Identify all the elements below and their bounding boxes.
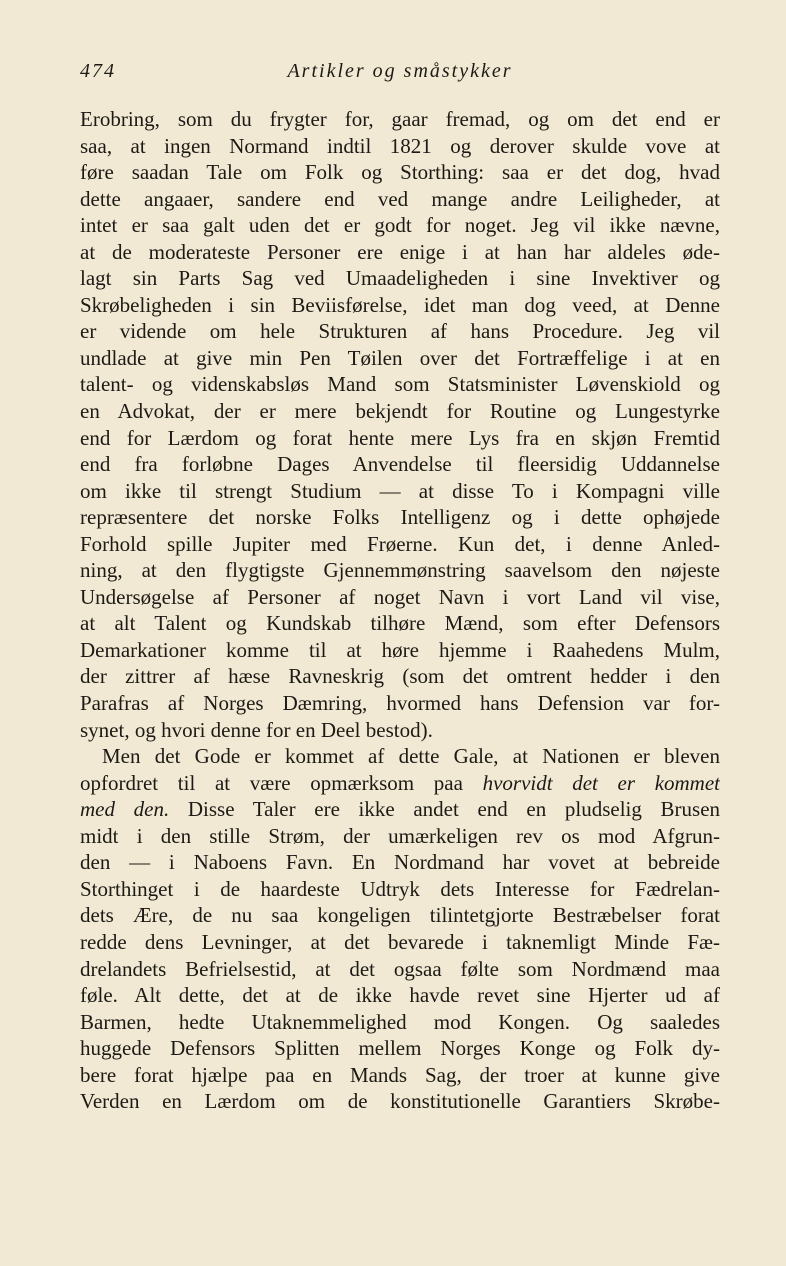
text-line: Skrøbeligheden i sin Beviisførelse, idet man dog veed, at Denne <box>80 292 720 317</box>
text-segment: opfordret til at være opmærksom paa <box>80 770 463 795</box>
text-line-mixed <box>80 796 720 823</box>
text-line-mixed <box>80 770 720 797</box>
text-line: repræsentere det norske Folks Intelligenz og i dette ophøjede <box>80 505 720 530</box>
text-line: at de moderateste Personer ere enige i at han har aldeles øde- <box>80 239 720 264</box>
text-line: ning, at den flygtigste Gjennemmønstring saavelsom den nøjeste <box>80 558 720 583</box>
page-header <box>80 60 720 86</box>
text-line: om ikke til strengt Studium — at disse To i Kompagni ville <box>80 478 720 503</box>
text-line: Forhold spille Jupiter med Frøerne. Kun det, i denne Anled- <box>80 531 720 556</box>
text-line: Men det Gode er kommet af dette Gale, at Nationen er bleven <box>102 744 720 769</box>
text-line: Verden en Lærdom om de konstitutionelle Garantiers Skrøbe- <box>80 1089 720 1114</box>
text-line: Barmen, hedte Utaknemmelighed mod Kongen. Og saaledes <box>80 1009 720 1034</box>
text-line: undlade at give min Pen Tøilen over det Fortræffelige i at en <box>80 345 720 370</box>
text-line: dets Ære, de nu saa kongeligen tilintetgjorte Bestræbelser forat <box>80 903 720 928</box>
text-line: Undersøgelse af Personer af noget Navn i vort Land vil vise, <box>80 584 720 609</box>
text-line: er vidende om hele Strukturen af hans Procedure. Jeg vil <box>80 319 720 344</box>
text-line: føle. Alt dette, det at de ikke havde revet sine Hjerter ud af <box>80 983 720 1008</box>
text-segment: Disse Taler ere ikke andet end en pludselig Brusen <box>187 797 720 822</box>
text-line: den — i Naboens Favn. En Nordmand har vovet at bebreide <box>80 850 720 875</box>
text-line: midt i den stille Strøm, der umærkeligen rev os mod Afgrun- <box>80 823 720 848</box>
running-title: Artikler og småstykker <box>287 60 513 82</box>
text-line: synet, og hvori denne for en Deel bestod). <box>80 717 433 742</box>
text-line: talent- og videnskabsløs Mand som Statsminister Løvenskiold og <box>80 372 720 397</box>
text-line: dette angaaer, sandere end ved mange andre Leiligheder, at <box>80 186 720 211</box>
text-line: en Advokat, der er mere bekjendt for Routine og Lungestyrke <box>80 399 720 424</box>
italic-emphasis: hvorvidt det er kommet <box>482 770 720 795</box>
text-line: bere forat hjælpe paa en Mands Sag, der troer at kunne give <box>80 1062 720 1087</box>
text-line: Demarkationer komme til at høre hjemme i Raahedens Mulm, <box>80 637 720 662</box>
text-line: end for Lærdom og forat hente mere Lys fra en skjøn Fremtid <box>80 425 720 450</box>
body-text <box>80 106 720 1115</box>
text-line: at alt Talent og Kundskab tilhøre Mænd, som efter Defensors <box>80 611 720 636</box>
text-line: huggede Defensors Splitten mellem Norges Konge og Folk dy- <box>80 1036 720 1061</box>
text-line: der zittrer af hæse Ravneskrig (som det omtrent hedder i den <box>80 664 720 689</box>
text-line: saa, at ingen Normand indtil 1821 og derover skulde vove at <box>80 133 720 158</box>
text-line: redde dens Levninger, at det bevarede i taknemligt Minde Fæ- <box>80 929 720 954</box>
text-line: Storthinget i de haardeste Udtryk dets Interesse for Fædrelan- <box>80 876 720 901</box>
text-line: Parafras af Norges Dæmring, hvormed hans Defension var for- <box>80 691 720 716</box>
italic-emphasis: med den. <box>80 797 170 822</box>
text-line: end fra forløbne Dages Anvendelse til fleersidig Uddannelse <box>80 452 720 477</box>
page-number: 474 <box>80 60 116 82</box>
text-line: drelandets Befrielsestid, at det ogsaa følte som Nordmænd maa <box>80 956 720 981</box>
text-line: lagt sin Parts Sag ved Umaadeligheden i sine Invektiver og <box>80 266 720 291</box>
text-line: intet er saa galt uden det er godt for noget. Jeg vil ikke nævne, <box>80 213 720 238</box>
text-line: Erobring, som du frygter for, gaar fremad, og om det end er <box>80 107 720 131</box>
text-line: føre saadan Tale om Folk og Storthing: saa er det dog, hvad <box>80 160 720 185</box>
